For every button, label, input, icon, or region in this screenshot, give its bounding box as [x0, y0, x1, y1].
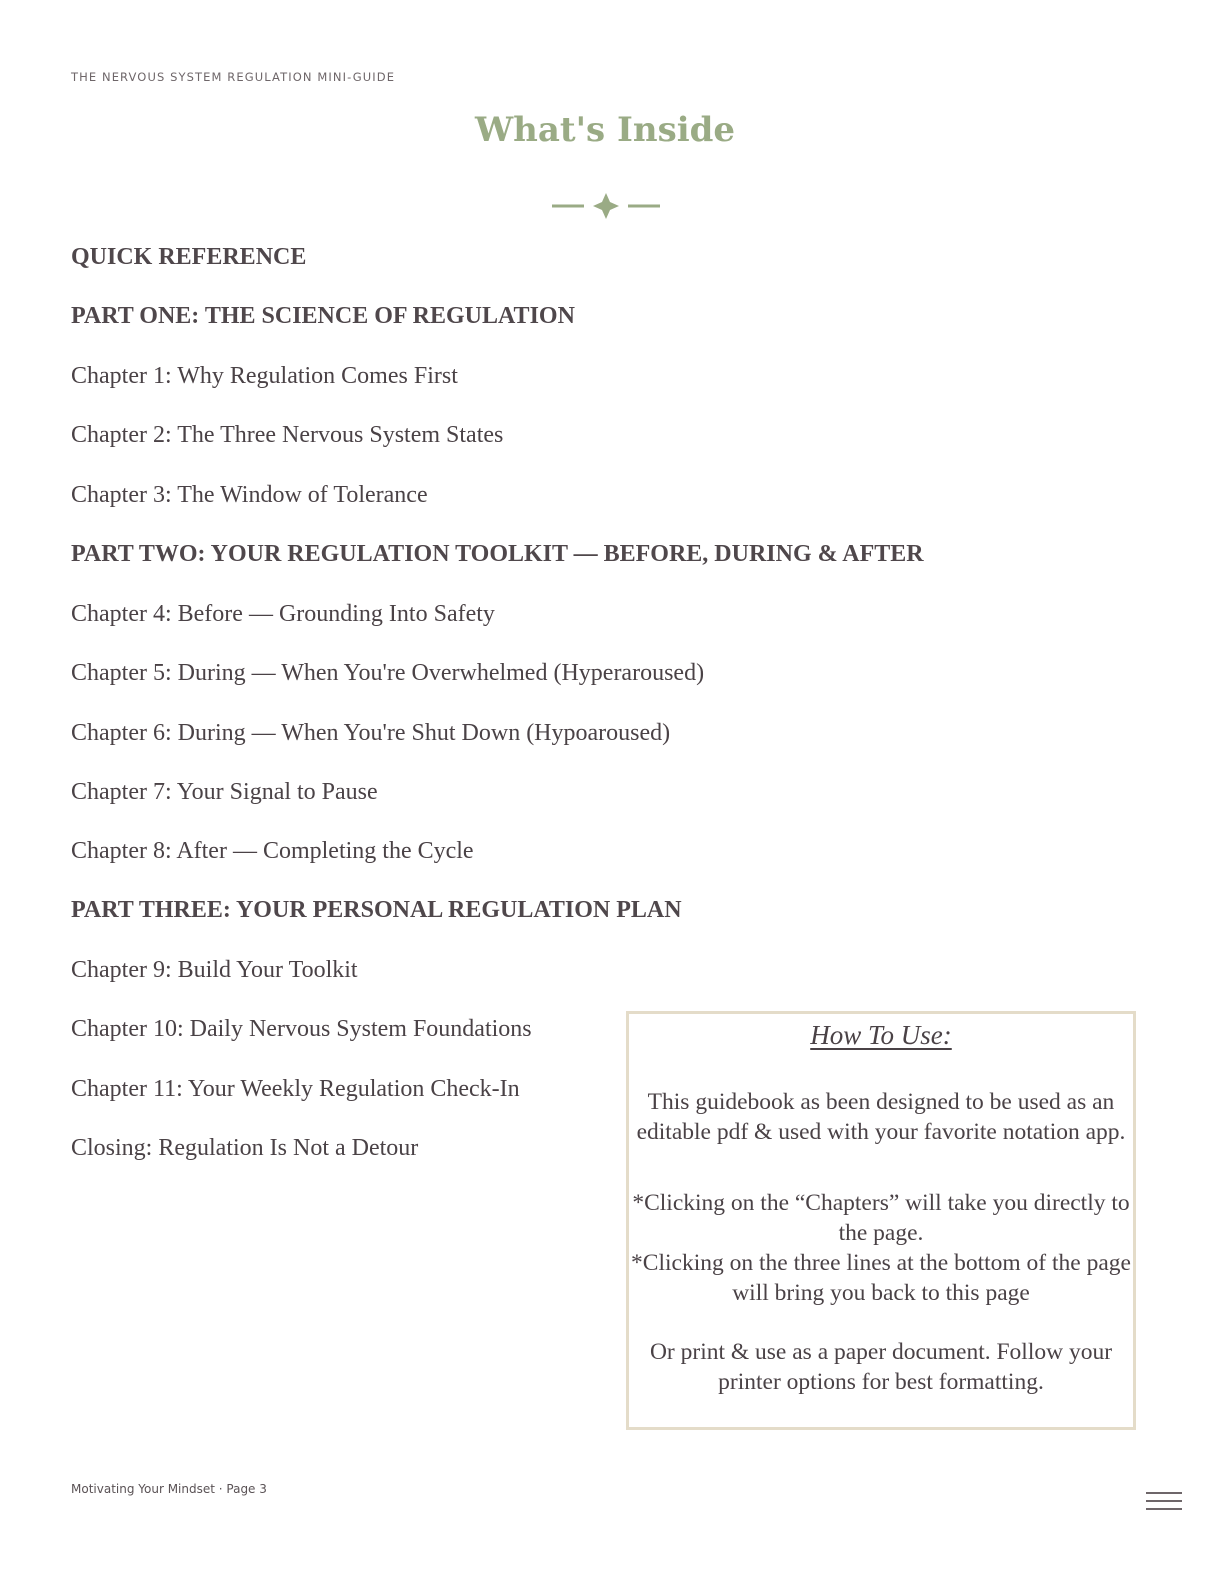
text-line: editable pdf & used with your favorite notation app. [636, 1119, 1126, 1145]
how-to-use-title: How To Use: [810, 1020, 952, 1050]
text-line: *Clicking on the “Chapters” will take you directly to [632, 1190, 1130, 1216]
page-title: What's Inside [474, 110, 736, 150]
toc-chapter-8[interactable]: Chapter 8: After — Completing the Cycle [71, 838, 474, 864]
toc-chapter-3[interactable]: Chapter 3: The Window of Tolerance [71, 482, 428, 508]
toc-chapter-1[interactable]: Chapter 1: Why Regulation Comes First [71, 363, 458, 389]
how-to-use-box [626, 1011, 1136, 1430]
menu-lines-icon[interactable] [1146, 1492, 1182, 1514]
dash-diamond-dash-divider-icon [552, 190, 660, 220]
toc-closing[interactable]: Closing: Regulation Is Not a Detour [71, 1135, 419, 1161]
how-to-use-paragraph-three-lines [629, 1248, 1133, 1308]
toc-part-one[interactable]: PART ONE: THE SCIENCE OF REGULATION [71, 303, 575, 329]
toc-chapter-5[interactable]: Chapter 5: During — When You're Overwhelmed (Hyperaroused) [71, 660, 705, 686]
text-line: will bring you back to this page [732, 1280, 1030, 1306]
toc-chapter-10[interactable]: Chapter 10: Daily Nervous System Foundations [71, 1016, 532, 1042]
toc-chapter-7[interactable]: Chapter 7: Your Signal to Pause [71, 779, 378, 805]
text-line: *Clicking on the three lines at the bottom of the page [631, 1250, 1131, 1276]
how-to-use-paragraph-chapters [629, 1188, 1133, 1248]
text-line: the page. [838, 1220, 924, 1246]
text-line: This guidebook as been designed to be used as an [647, 1089, 1115, 1115]
toc-chapter-2[interactable]: Chapter 2: The Three Nervous System States [71, 422, 504, 448]
running-header: THE NERVOUS SYSTEM REGULATION MINI-GUIDE [71, 70, 396, 84]
toc-quick-reference[interactable]: QUICK REFERENCE [71, 244, 307, 270]
footer-page-label: Motivating Your Mindset · Page 3 [71, 1482, 267, 1496]
toc-chapter-6[interactable]: Chapter 6: During — When You're Shut Down (Hypoaroused) [71, 720, 671, 746]
toc-part-two[interactable]: PART TWO: YOUR REGULATION TOOLKIT — BEFORE, DURING & AFTER [71, 541, 924, 567]
toc-chapter-9[interactable]: Chapter 9: Build Your Toolkit [71, 957, 358, 983]
text-line: Or print & use as a paper document. Follow your [649, 1339, 1113, 1365]
toc-part-three[interactable]: PART THREE: YOUR PERSONAL REGULATION PLAN [71, 897, 682, 923]
toc-chapter-11[interactable]: Chapter 11: Your Weekly Regulation Check-In [71, 1076, 520, 1102]
how-to-use-paragraph-print [629, 1337, 1133, 1397]
how-to-use-paragraph-editable [629, 1087, 1133, 1147]
text-line: printer options for best formatting. [718, 1369, 1044, 1395]
toc-chapter-4[interactable]: Chapter 4: Before — Grounding Into Safety [71, 601, 495, 627]
